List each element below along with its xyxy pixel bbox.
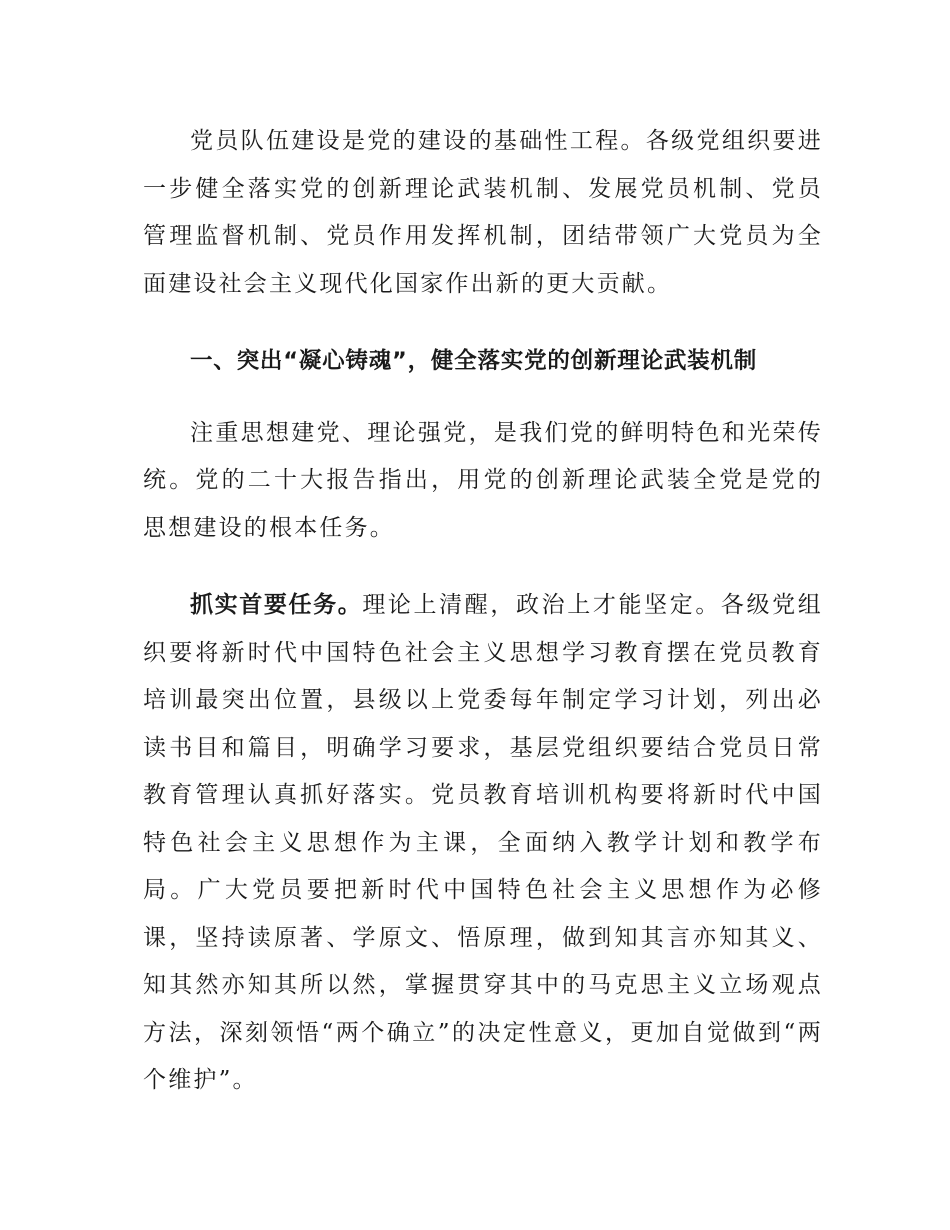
document-body [143,118,823,1105]
task-paragraph [143,582,823,1105]
task-lead-text: 抓实首要任务。 [190,592,363,618]
intro-paragraph: 党员队伍建设是党的建设的基础性工程。各级党组织要进一步健全落实党的创新理论武装机制、发展党员机制、党员管理监督机制、党员作用发挥机制，团结带领广大党员为全面建设社会主义现代化国家作出新的更大贡献。 [143,128,823,297]
section-heading: 一、突出“凝心铸魂”，健全落实党的创新理论武装机制 [190,348,758,374]
task-body-text: 理论上清醒，政治上才能坚定。各级党组织要将新时代中国特色社会主义思想学习教育摆在党员教育培训最突出位置，县级以上党委每年制定学习计划，列出必读书目和篇目，明确学习要求，基层党组织要结合党员日常教育管理认真抓好落实。党员教育培训机构要将新时代中国特色社会主义思想作为主课，全面纳入教学计划和教学布局。广大党员要把新时代中国特色社会主义思想作为必修课，坚持读原著、学原文、悟原理，做到知其言亦知其义、知其然亦知其所以然，掌握贯穿其中的马克思主义立场观点方法，深刻领悟“两个确立”的决定性意义，更加自觉做到“两个维护”。 [143,592,823,1093]
section-body-paragraph: 注重思想建党、理论强党，是我们党的鲜明特色和光荣传统。党的二十大报告指出，用党的创新理论武装全党是党的思想建设的根本任务。 [143,419,823,541]
